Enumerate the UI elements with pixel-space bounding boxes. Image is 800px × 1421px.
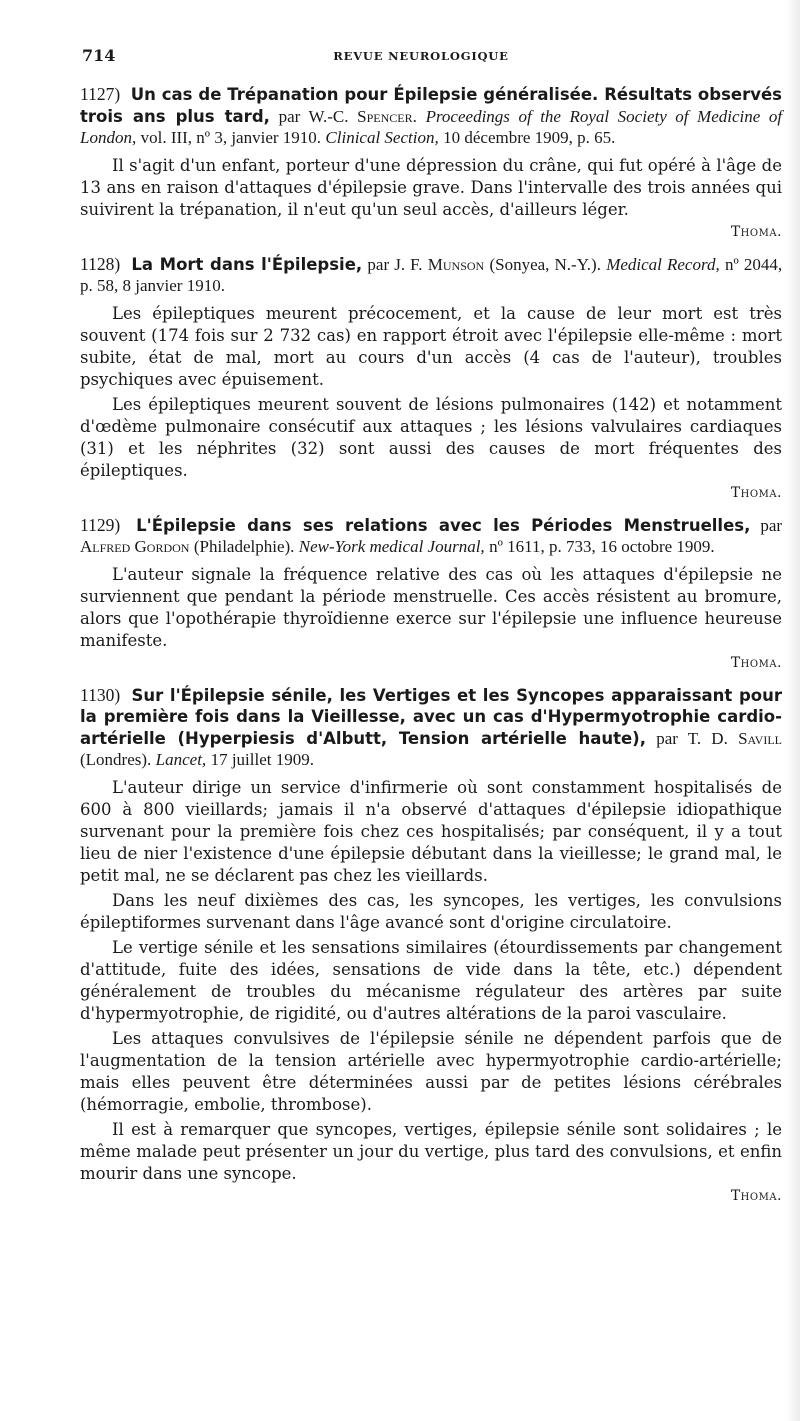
abstract-title: Sur l'Épilepsie sénile, les Vertiges et les Syncopes apparaissant pour la première fois dans la Vieillesse, avec un cas d'Hypermyotrophie cardio-artérielle (Hyperpiesis d'Albutt, Tension artérielle haute), [80,685,783,748]
author-name: Alfred Gordon [80,537,190,556]
abstract-title: La Mort dans l'Épilepsie, [131,254,363,274]
abstract-paragraph: Le vertige sénile et les sensations similaires (étourdissements par changement d'attitude, fuite des idées, sensations de vide dans la tête, etc.) dépendent généralement de troubles du mécanisme régulateur des artères par suite d'hypermyotrophie, de rigidité, ou d'autres altérations de la paroi vasculaire. [80,937,782,1023]
abstract-paragraph: Les épileptiques meurent souvent de lésions pulmonaires (142) et notamment d'œdème pulmonaire consécutif aux attaques ; les lésions valvulaires cardiaques (31) et les néphrites (32) sont aussi des causes de mort fréquentes des épileptiques. [80,394,782,480]
abstract-1127 [80,84,782,240]
reviewer-signature: Thoma. [730,223,782,240]
citation-prefix: par [760,515,783,535]
abstract-paragraph: Dans les neuf dixièmes des cas, les syncopes, les vertiges, les convulsions épileptiformes survenant dans l'âge avancé sont d'origine circulatoire. [80,890,782,932]
abstract-paragraph: L'auteur signale la fréquence relative des cas où les attaques d'épilepsie ne surviennent que pendant la période menstruelle. Ces accès résistent au bromure, alors que l'opothérapie thyroïdienne exerce sur l'épilepsie une influence heureuse manifeste. [80,564,782,650]
abstract-paragraph: Les épileptiques meurent précocement, et la cause de leur mort est très souvent (174 fois sur 2 732 cas) en rapport étroit avec l'épilepsie elle-même : mort subite, état de mal, mort au cours d'un accès (4 cas de l'auteur), troubles psychiques avec épuisement. [80,303,782,389]
author-name: Savill [738,728,782,748]
author-location: (Londres). [80,750,152,769]
journal-name: Proceedings of the Royal Society of Medicine of London, [80,106,783,147]
citation-prefix: par W.-C. [278,106,349,126]
running-title: REVUE NEUROLOGIQUE [333,49,509,63]
author-location: (Sonyea, N.-Y.). [489,254,601,274]
abstract-number: 1130) [80,684,121,705]
abstract-paragraph: L'auteur dirige un service d'infirmerie où sont constamment hospitalisés de 600 à 800 vieillards; jamais il n'a observé d'attaques d'épilepsie idiopathique survenant pour la première fois chez ces hospitalisés; par conséquent, il y a tout lieu de nier l'existence d'une épilepsie débutant dans la vieillesse; le grand mal, le petit mal, ne se déclarent pas chez les vieillards. [80,777,782,885]
journal-name: Lancet, [155,750,207,769]
citation-details: nº 2044, p. 58, 8 janvier 1910. [80,254,783,295]
abstract-number: 1128) [80,253,121,274]
page-header [82,46,760,70]
journal-name: New-York medical Journal, [298,537,485,556]
abstract-number: 1129) [80,514,121,535]
journal-name: Medical Record, [606,254,720,274]
author-name: Spencer. [357,106,417,126]
abstract-title: Un cas de Trépanation pour Épilepsie généralisée. Résultats observés trois ans plus tard, [80,85,782,126]
abstract-heading [80,515,782,558]
abstract-paragraph: Il s'agit d'un enfant, porteur d'une dépression du crâne, qui fut opéré à l'âge de 13 ans en raison d'attaques d'épilepsie grave. Dans l'intervalle des trois années qui suivirent la trépanation, il n'eut qu'un seul accès, d'ailleurs léger. [80,155,782,219]
page-edge-shadow [786,0,800,1421]
citation-details: nº 1611, p. 733, 16 octobre 1909. [489,537,715,556]
abstract-heading [80,84,782,149]
citation-prefix: par T. D. [656,728,728,748]
abstract-title: L'Épilepsie dans ses relations avec les Périodes Menstruelles, [136,515,751,535]
author-location: (Philadelphie). [193,537,295,556]
reviewer-signature: Thoma. [730,484,782,501]
abstract-heading [80,254,782,297]
page-number: 714 [82,46,116,65]
author-name: Munson [427,254,485,274]
reviewer-signature: Thoma. [730,1187,782,1204]
abstract-number: 1127) [80,84,121,104]
abstract-heading [80,685,782,771]
abstract-1130 [80,685,782,1204]
citation-prefix: par J. F. [367,254,423,274]
abstract-paragraph: Les attaques convulsives de l'épilepsie sénile ne dépendent parfois que de l'augmentation de la tension artérielle avec hypermyotrophie cardio-artérielle; mais elles peuvent être déterminées aussi par de petites lésions cérébrales (hémorragie, embolie, thrombose). [80,1028,782,1114]
abstract-paragraph: Il est à remarquer que syncopes, vertiges, épilepsie sénile sont solidaires ; le même malade peut présenter un jour du vertige, plus tard des convulsions, et enfin mourir dans une syncope. [80,1119,782,1183]
citation-details: vol. III, nº 3, janvier 1910. [140,128,322,147]
abstract-1128 [80,254,782,501]
abstract-1129 [80,515,782,671]
citation-details: 17 juillet 1909. [210,750,314,769]
page-content [80,84,782,1218]
reviewer-signature: Thoma. [730,654,782,671]
citation-date: 10 décembre 1909, p. 65. [443,128,616,147]
journal-section: Clinical Section, [325,128,439,147]
